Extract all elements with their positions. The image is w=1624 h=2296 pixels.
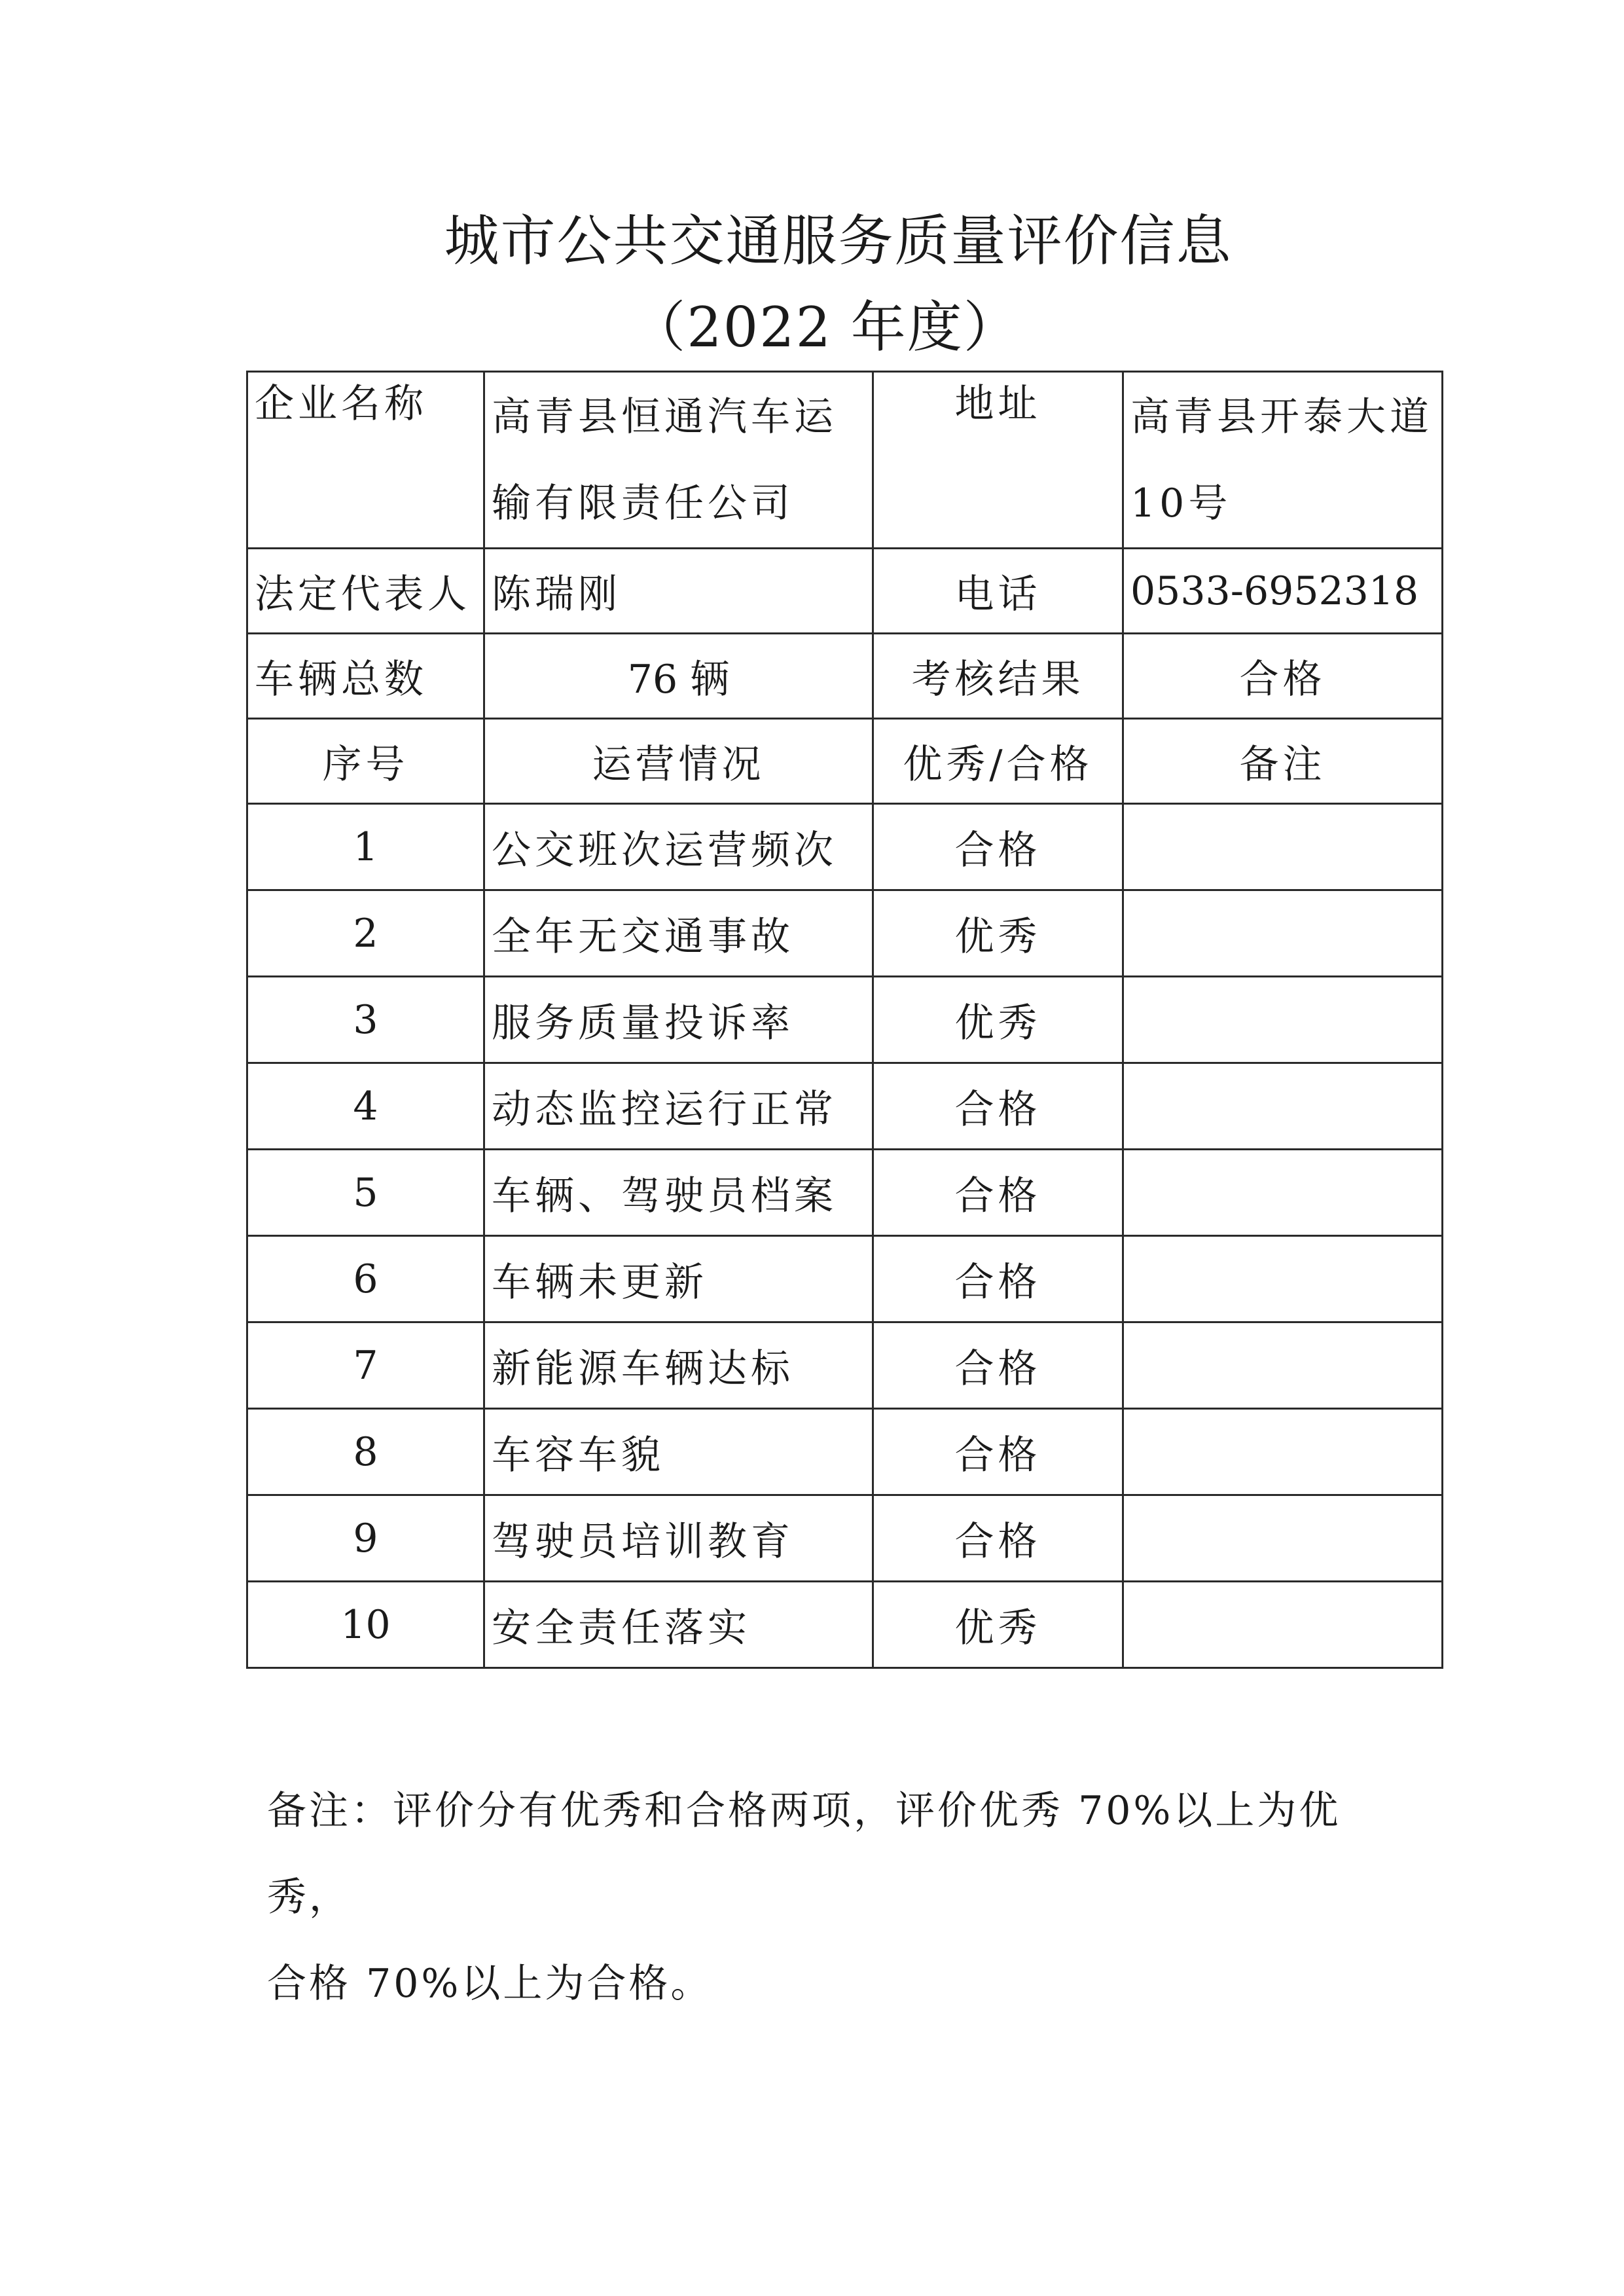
row-item: 动态监控运行正常 [484,1063,873,1150]
row-no: 7 [247,1322,484,1409]
row-remark [1123,1150,1443,1236]
row-item: 新能源车辆达标 [484,1322,873,1409]
row-item: 驾驶员培训教育 [484,1495,873,1582]
row-grade: 优秀 [873,890,1123,977]
row-item: 车容车貌 [484,1409,873,1495]
table-row [247,1582,1443,1668]
row-item: 全年无交通事故 [484,890,873,977]
row-remark [1123,1236,1443,1322]
header-item: 运营情况 [484,719,873,804]
row-item: 安全责任落实 [484,1582,873,1668]
table-row [247,1322,1443,1409]
row-no: 9 [247,1495,484,1582]
row-remark [1123,1582,1443,1668]
evaluation-table [246,371,1443,1669]
document-subtitle: （2022 年度） [630,295,1020,359]
legal-rep-value: 陈瑞刚 [484,549,873,634]
row-remark [1123,890,1443,977]
table-row [247,804,1443,890]
phone-value: 0533-6952318 [1123,549,1443,634]
row-remark [1123,1322,1443,1409]
table-row [247,1409,1443,1495]
legal-rep-row [247,549,1443,634]
vehicles-label: 车辆总数 [247,634,484,719]
table-row [247,1063,1443,1150]
result-label: 考核结果 [873,634,1123,719]
row-item: 服务质量投诉率 [484,977,873,1063]
row-grade: 优秀 [873,1582,1123,1668]
row-item: 车辆、驾驶员档案 [484,1150,873,1236]
row-no: 2 [247,890,484,977]
result-value: 合格 [1123,634,1443,719]
company-label: 企业名称 [247,372,484,549]
row-no: 8 [247,1409,484,1495]
row-item: 公交班次运营频次 [484,804,873,890]
row-grade: 合格 [873,1322,1123,1409]
row-remark [1123,977,1443,1063]
row-no: 3 [247,977,484,1063]
document-title: 城市公共交通服务质量评价信息 [444,209,1233,273]
header-remark: 备注 [1123,719,1443,804]
row-remark [1123,1495,1443,1582]
table-row [247,1150,1443,1236]
row-no: 1 [247,804,484,890]
row-no: 10 [247,1582,484,1668]
company-value: 高青县恒通汽车运输有限责任公司 [484,372,873,549]
row-grade: 优秀 [873,977,1123,1063]
row-grade: 合格 [873,1236,1123,1322]
table-row [247,1236,1443,1322]
row-remark [1123,804,1443,890]
row-item: 车辆未更新 [484,1236,873,1322]
row-grade: 合格 [873,1495,1123,1582]
footnote-line-1: 备注：评价分有优秀和合格两项，评价优秀 70%以上为优秀， [267,1788,1341,1920]
row-remark [1123,1063,1443,1150]
footnote-line-2: 合格 70%以上为合格。 [267,1961,713,2007]
header-grade: 优秀/合格 [873,719,1123,804]
row-grade: 合格 [873,1063,1123,1150]
phone-label: 电话 [873,549,1123,634]
table-row [247,890,1443,977]
vehicles-row [247,634,1443,719]
row-remark [1123,1409,1443,1495]
address-label: 地址 [873,372,1123,549]
row-no: 5 [247,1150,484,1236]
legal-rep-label: 法定代表人 [247,549,484,634]
row-no: 6 [247,1236,484,1322]
vehicles-value: 76 辆 [484,634,873,719]
company-row [247,372,1443,549]
row-no: 4 [247,1063,484,1150]
row-grade: 合格 [873,1409,1123,1495]
row-grade: 合格 [873,804,1123,890]
header-no: 序号 [247,719,484,804]
table-row [247,977,1443,1063]
table-row [247,1495,1443,1582]
footnote [267,1768,1393,2027]
row-grade: 合格 [873,1150,1123,1236]
table-header-row [247,719,1443,804]
address-value: 高青县开泰大道10号 [1123,372,1443,549]
